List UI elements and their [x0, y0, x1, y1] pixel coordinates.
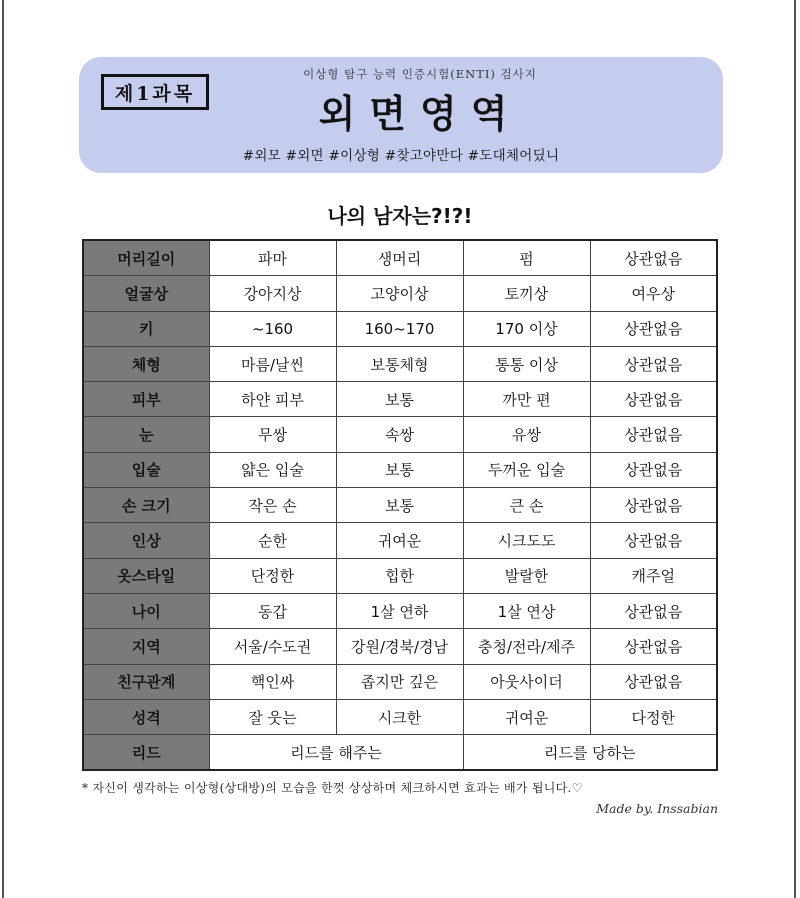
- table-row: [83, 382, 717, 417]
- option-cell[interactable]: 파마: [209, 240, 336, 276]
- preference-table: [82, 239, 718, 771]
- option-cell[interactable]: 1살 연상: [463, 593, 590, 628]
- option-cell[interactable]: 보통: [336, 382, 463, 417]
- category-cell: 눈: [83, 417, 209, 452]
- category-cell: 옷스타일: [83, 558, 209, 593]
- option-cell[interactable]: 동갑: [209, 593, 336, 628]
- option-cell[interactable]: 상관없음: [590, 593, 717, 628]
- subject-tag: 제1과목: [101, 74, 209, 110]
- category-cell: 성격: [83, 699, 209, 734]
- table-row: [83, 488, 717, 523]
- option-cell[interactable]: 리드를 해주는: [209, 735, 463, 771]
- credit: Made by. Inssabian: [596, 801, 718, 816]
- option-cell[interactable]: 순한: [209, 523, 336, 558]
- category-cell: 피부: [83, 382, 209, 417]
- table-row: [83, 558, 717, 593]
- option-cell[interactable]: 무쌍: [209, 417, 336, 452]
- option-cell[interactable]: 두꺼운 입술: [463, 452, 590, 487]
- option-cell[interactable]: 서울/수도권: [209, 629, 336, 664]
- table-row: [83, 452, 717, 487]
- option-cell[interactable]: 보통: [336, 488, 463, 523]
- category-cell: 나이: [83, 593, 209, 628]
- option-cell[interactable]: 강원/경북/경남: [336, 629, 463, 664]
- option-cell[interactable]: 큰 손: [463, 488, 590, 523]
- option-cell[interactable]: 잘 웃는: [209, 699, 336, 734]
- option-cell[interactable]: 상관없음: [590, 523, 717, 558]
- option-cell[interactable]: 통통 이상: [463, 346, 590, 381]
- option-cell[interactable]: 상관없음: [590, 664, 717, 699]
- category-cell: 친구관계: [83, 664, 209, 699]
- option-cell[interactable]: 마름/날씬: [209, 346, 336, 381]
- option-cell[interactable]: ~160: [209, 311, 336, 346]
- section-heading: 나의 남자는?!?!: [327, 204, 473, 228]
- category-cell: 인상: [83, 523, 209, 558]
- option-cell[interactable]: 상관없음: [590, 417, 717, 452]
- option-cell[interactable]: 충청/전라/제주: [463, 629, 590, 664]
- option-cell[interactable]: 귀여운: [463, 699, 590, 734]
- table-row: [83, 346, 717, 381]
- option-cell[interactable]: 좁지만 깊은: [336, 664, 463, 699]
- category-cell: 체형: [83, 346, 209, 381]
- option-cell[interactable]: 상관없음: [590, 629, 717, 664]
- table-row: [83, 699, 717, 734]
- option-cell[interactable]: 상관없음: [590, 240, 717, 276]
- option-cell[interactable]: 속쌍: [336, 417, 463, 452]
- option-cell[interactable]: 리드를 당하는: [463, 735, 717, 771]
- table-row: [83, 276, 717, 311]
- option-cell[interactable]: 힙한: [336, 558, 463, 593]
- category-cell: 지역: [83, 629, 209, 664]
- option-cell[interactable]: 보통: [336, 452, 463, 487]
- option-cell[interactable]: 고양이상: [336, 276, 463, 311]
- option-cell[interactable]: 170 이상: [463, 311, 590, 346]
- option-cell[interactable]: 시크도도: [463, 523, 590, 558]
- option-cell[interactable]: 여우상: [590, 276, 717, 311]
- option-cell[interactable]: 작은 손: [209, 488, 336, 523]
- table-row: [83, 240, 717, 276]
- table-row: [83, 417, 717, 452]
- category-cell: 키: [83, 311, 209, 346]
- category-cell: 손 크기: [83, 488, 209, 523]
- option-cell[interactable]: 토끼상: [463, 276, 590, 311]
- option-cell[interactable]: 단정한: [209, 558, 336, 593]
- table-row: [83, 311, 717, 346]
- category-cell: 얼굴상: [83, 276, 209, 311]
- option-cell[interactable]: 캐주얼: [590, 558, 717, 593]
- option-cell[interactable]: 펌: [463, 240, 590, 276]
- table-row: [83, 593, 717, 628]
- option-cell[interactable]: 상관없음: [590, 382, 717, 417]
- option-cell[interactable]: 160~170: [336, 311, 463, 346]
- footnote: * 자신이 생각하는 이상형(상대방)의 모습을 한껏 상상하며 체크하시면 효과는 배가 됩니다.♡: [82, 781, 583, 795]
- option-cell[interactable]: 시크한: [336, 699, 463, 734]
- option-cell[interactable]: 생머리: [336, 240, 463, 276]
- option-cell[interactable]: 상관없음: [590, 452, 717, 487]
- option-cell[interactable]: 발랄한: [463, 558, 590, 593]
- table-row: [83, 664, 717, 699]
- option-cell[interactable]: 귀여운: [336, 523, 463, 558]
- option-cell[interactable]: 얇은 입술: [209, 452, 336, 487]
- option-cell[interactable]: 유쌍: [463, 417, 590, 452]
- table-row: [83, 523, 717, 558]
- option-cell[interactable]: 강아지상: [209, 276, 336, 311]
- table-row: [83, 735, 717, 771]
- option-cell[interactable]: 아웃사이더: [463, 664, 590, 699]
- option-cell[interactable]: 다정한: [590, 699, 717, 734]
- option-cell[interactable]: 핵인싸: [209, 664, 336, 699]
- category-cell: 리드: [83, 735, 209, 771]
- table-row: [83, 629, 717, 664]
- option-cell[interactable]: 상관없음: [590, 346, 717, 381]
- option-cell[interactable]: 하얀 피부: [209, 382, 336, 417]
- option-cell[interactable]: 보통체형: [336, 346, 463, 381]
- category-cell: 입술: [83, 452, 209, 487]
- category-cell: 머리길이: [83, 240, 209, 276]
- exam-title: 이상형 탐구 능력 인증시험(ENTI) 검사지: [303, 67, 537, 81]
- hashtags: #외모 #외면 #이상형 #찾고야만다 #도대체어딨니: [242, 148, 560, 164]
- option-cell[interactable]: 상관없음: [590, 311, 717, 346]
- option-cell[interactable]: 상관없음: [590, 488, 717, 523]
- area-title: 외면영역: [318, 92, 522, 136]
- option-cell[interactable]: 1살 연하: [336, 593, 463, 628]
- option-cell[interactable]: 까만 편: [463, 382, 590, 417]
